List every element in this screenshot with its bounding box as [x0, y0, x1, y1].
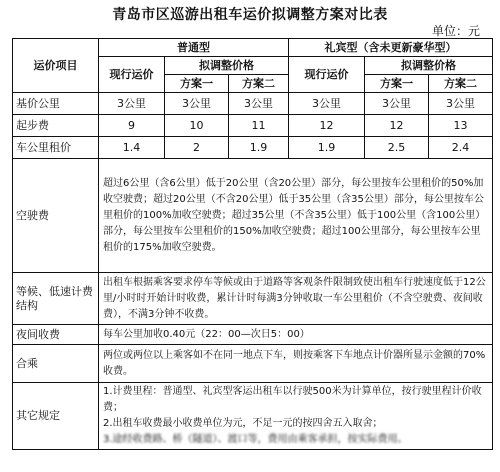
- cell-value: 3公里: [365, 93, 429, 115]
- cell-value: 1.4: [99, 137, 165, 159]
- header-row-1: [13, 39, 493, 57]
- header-luxury-plan1: 方案一: [365, 75, 429, 93]
- row-carpool: [13, 345, 493, 383]
- cell-value: 2: [165, 137, 229, 159]
- cell-value: 13: [429, 115, 493, 137]
- night-text: 每车公里加收0.40元（22：00—次日5：00）: [99, 325, 493, 345]
- cell-value: 9: [99, 115, 165, 137]
- row-label: 合乘: [13, 345, 99, 383]
- cell-value: 12: [289, 115, 365, 137]
- page-title: 青岛市区巡游出租车运价拟调整方案对比表: [112, 7, 388, 23]
- waiting-text: 出租车根据乘客要求停车等候或由于道路等客观条件限制致使出租车行驶速度低于12公里/小时时开始计时收费，累计计时每满3分钟收取一车公里租价（不含空驶费、夜间收费），不满3分钟不收费。: [99, 273, 493, 325]
- row-per-km: [13, 137, 493, 159]
- cell-value: 3公里: [429, 93, 493, 115]
- row-label: 等候、低速计费结构: [13, 273, 99, 325]
- cell-value: 11: [229, 115, 289, 137]
- header-item: 运价项目: [13, 39, 99, 93]
- row-label: 空驶费: [13, 159, 99, 273]
- fare-comparison-table: [12, 38, 493, 450]
- unit-label: 单位：元: [431, 24, 480, 38]
- row-label: 其它规定: [13, 383, 99, 450]
- row-label: 基价公里: [13, 93, 99, 115]
- other-rule-2: 2.出租车收费最小收费单位为元，不足一元的按四舍五入取舍；: [103, 418, 383, 429]
- cell-value: 12: [365, 115, 429, 137]
- cell-value: 3公里: [289, 93, 365, 115]
- cell-value: 3公里: [99, 93, 165, 115]
- cell-value: 2.5: [365, 137, 429, 159]
- header-standard-proposed: 拟调整价格: [165, 57, 289, 75]
- header-standard: 普通型: [99, 39, 289, 57]
- header-luxury-plan2: 方案二: [429, 75, 493, 93]
- row-base-km: [13, 93, 493, 115]
- row-label: 夜间收费: [13, 325, 99, 345]
- other-rules: [99, 383, 493, 450]
- cell-value: 3公里: [229, 93, 289, 115]
- row-start-fee: [13, 115, 493, 137]
- header-standard-current: 现行运价: [99, 57, 165, 93]
- row-empty-fee: [13, 159, 493, 273]
- row-night: [13, 325, 493, 345]
- header-luxury: 礼宾型（含未更新豪华型）: [289, 39, 493, 57]
- row-other: [13, 383, 493, 450]
- other-rule-1: 1.计费里程：普通型、礼宾型客运出租车以行驶500米为计算单位，按行驶里程计价收费；: [103, 386, 482, 413]
- carpool-text: 两位或两位以上乘客如不在同一地点下车，则按乘客下车地点计价器所显示金额的70%收费。: [99, 345, 493, 383]
- header-luxury-current: 现行运价: [289, 57, 365, 93]
- cell-value: 10: [165, 115, 229, 137]
- cell-value: 2.4: [429, 137, 493, 159]
- row-waiting: [13, 273, 493, 325]
- cell-value: 1.9: [289, 137, 365, 159]
- other-rule-3: 3.途经收费路、桥（隧道）、渡口等，费用由乘客承担，按实际费用。: [103, 434, 408, 445]
- cell-value: 3公里: [165, 93, 229, 115]
- empty-fee-text: 超过6公里（含6公里）低于20公里（含20公里）部分，每公里按车公里租价的50%加收空驶费；超过20公里（不含20公里）低于35公里（含35公里）部分，每公里按车公里租价的100%加收空驶费；超过35公里（不含35公里）低于100公里（含100公里）部分，每公里按车公里租价的150%加收空驶费；超过100公里部分，每公里按车公里租价的175%加收空驶费。: [99, 159, 493, 273]
- header-luxury-proposed: 拟调整价格: [365, 57, 493, 75]
- header-standard-plan2: 方案二: [229, 75, 289, 93]
- row-label: 起步费: [13, 115, 99, 137]
- row-label: 车公里租价: [13, 137, 99, 159]
- cell-value: 1.9: [229, 137, 289, 159]
- header-standard-plan1: 方案一: [165, 75, 229, 93]
